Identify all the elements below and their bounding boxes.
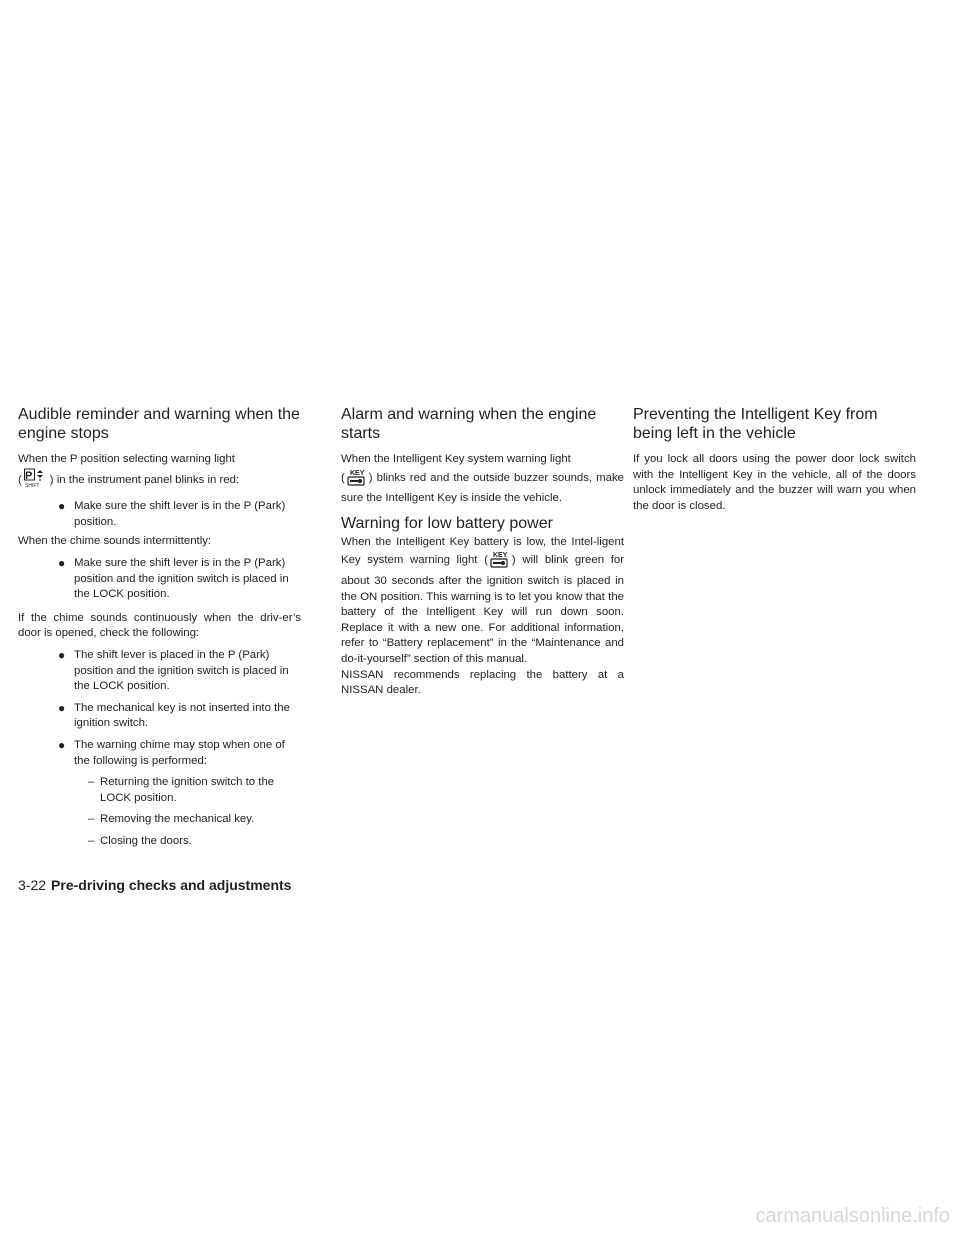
- section-heading-alarm: Alarm and warning when the engine starts: [341, 406, 597, 442]
- section-title: Pre-driving checks and adjustments: [51, 877, 292, 893]
- paragraph: When the Intelligent Key system warning light ( KEY ) blinks red and the outside buzzer sounds, make sure the Intelligent Key is inside the vehicle.: [341, 453, 624, 505]
- bullet-item: ● Make sure the shift lever is in the P (Park) position and the ignition switch is placed in the LOCK position.: [58, 555, 289, 601]
- p-shift-warning-icon: [24, 468, 48, 494]
- bullet-item: ● The shift lever is placed in the P (Park) position and the ignition switch is placed in the LOCK position.: [58, 647, 289, 693]
- bullet-item: ● The mechanical key is not inserted into the ignition switch.: [58, 700, 290, 730]
- page-footer: [18, 877, 291, 893]
- paragraph: If you lock all doors using the power door lock switch with the Intelligent Key in the vehicle, all of the doors unlock immediately and the buzzer will warn you when the door is closed.: [633, 453, 916, 512]
- bullet-icon: ●: [58, 737, 66, 752]
- watermark: carmanualsonline.info: [755, 1205, 950, 1227]
- column-right: [633, 405, 916, 514]
- section-heading-low-battery: Warning for low battery power: [341, 514, 553, 532]
- dash-item: – Returning the ignition switch to the LOCK position.: [88, 776, 275, 804]
- svg-text:KEY: KEY: [492, 552, 508, 560]
- bullet-item: ● Make sure the shift lever is in the P (Park) position.: [58, 499, 286, 528]
- paragraph: When the P position selecting warning light ( P SHIFT ) in the instrument panel blinks in red:: [18, 452, 301, 493]
- dash-icon: –: [88, 834, 95, 847]
- dash-icon: –: [88, 813, 95, 826]
- paragraph: When the Intelligent Key battery is low, the Intel-ligent Key system warning light ( KEY ) will blink green for about 30 seconds after the ignition switch is placed in the ON position. This warning is to let you know that the battery of the Intelligent Key will run down soon. Replace it with a new one. For additional information, refer to “Battery replacement” in the “Maintenance and do-it-yourself” section of this manual.: [341, 535, 624, 665]
- bullet-icon: ●: [58, 700, 66, 715]
- bullet-icon: ●: [58, 499, 66, 514]
- svg-text:KEY: KEY: [349, 469, 365, 477]
- paragraph: When the chime sounds intermittently:: [18, 535, 212, 548]
- bullet-icon: ●: [58, 555, 66, 570]
- column-left: [18, 405, 301, 849]
- paragraph: NISSAN recommends replacing the battery at a NISSAN dealer.: [341, 668, 624, 697]
- dash-item: – Closing the doors.: [18, 834, 301, 850]
- page-number: 3-22: [18, 877, 47, 893]
- svg-text:SHIFT: SHIFT: [24, 482, 40, 488]
- key-warning-icon: [347, 468, 367, 492]
- bullet-icon: ●: [58, 647, 66, 662]
- key-warning-icon: [490, 550, 510, 574]
- paragraph: If the chime sounds continuously when the driv-er’s door is opened, check the following:: [18, 611, 301, 640]
- svg-text:P: P: [24, 469, 33, 482]
- dash-icon: –: [88, 776, 95, 789]
- section-heading-audible-reminder: Audible reminder and warning when the engine stops: [18, 406, 300, 442]
- section-heading-preventing-key: Preventing the Intelligent Key from being left in the vehicle: [633, 406, 878, 442]
- dash-item: – Removing the mechanical key.: [18, 812, 301, 828]
- bullet-item: ● The warning chime may stop when one of the following is performed:: [58, 737, 285, 767]
- column-middle: [341, 405, 624, 699]
